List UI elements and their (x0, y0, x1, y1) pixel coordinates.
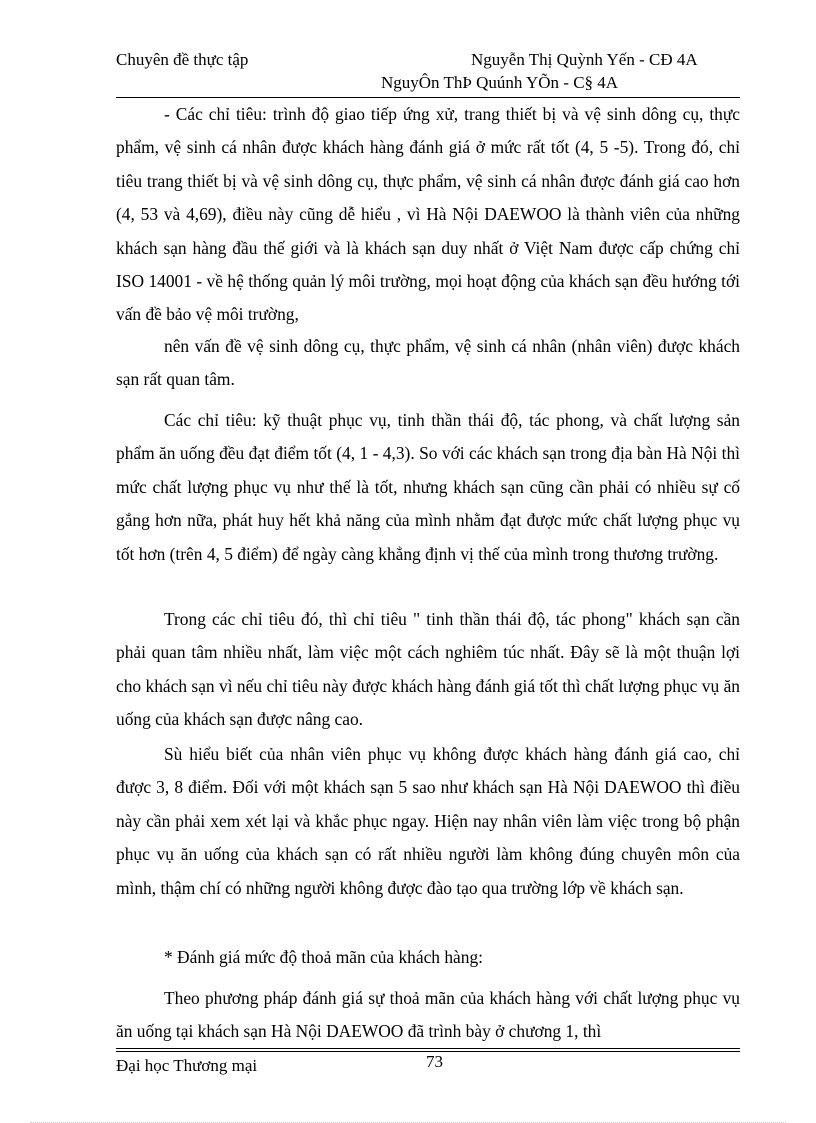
header-author: Nguyễn Thị Quỳnh Yến - CĐ 4A (471, 50, 698, 69)
paragraph-2: nên vấn đề vệ sinh dông cụ, thực phẩm, vệ sinh cá nhân (nhân viên) được khách sạn rất quan tâm. (116, 336, 740, 390)
footer-rule-top (116, 1048, 740, 1049)
page-number: 73 (426, 1052, 443, 1071)
header-author-garbled: NguyÔn ThÞ Quúnh YÕn - C§ 4A (381, 73, 619, 92)
paragraph-7: Theo phương pháp đánh giá sự thoả mãn của khách hàng với chất lượng phục vụ ăn uống tại khách sạn Hà Nội DAEWOO đã trình bày ở chương 1, thì (116, 988, 740, 1042)
paragraph-6: * Đánh giá mức độ thoả mãn của khách hàng: (164, 947, 483, 967)
paragraph-1: - Các chỉ tiêu: trình độ giao tiếp ứng xử, trang thiết bị và vệ sinh dông cụ, thực phẩm, vệ sinh cá nhân được khách hàng đánh giá ở mức rất tốt (4, 5 -5). Trong đó, chỉ tiêu trang thiết bị và vệ sinh dông cụ, thực phẩm, vệ sinh cá nhân được đánh giá cao hơn (4, 53 và 4,69), điều này cũng dễ hiểu , vì Hà Nội DAEWOO là thành viên của những khách sạn hàng đầu thế giới và là khách sạn duy nhất ở Việt Nam được cấp chứng chỉ ISO 14001 - về hệ thống quản lý môi trường, mọi hoạt động của khách sạn đều hướng tới vấn đề bảo vệ môi trường, (116, 104, 740, 325)
paragraph-3: Các chỉ tiêu: kỹ thuật phục vụ, tinh thần thái độ, tác phong, và chất lượng sản phẩm ăn uống đều đạt điểm tốt (4, 1 - 4,3). So với các khách sạn trong địa bàn Hà Nội thì mức chất lượng phục vụ như thế là tốt, nhưng khách sạn cũng cần phải có nhiều sự cố gắng hơn nữa, phát huy hết khả năng của mình nhằm đạt được mức chất lượng phục vụ tốt hơn (trên 4, 5 điểm) để ngày càng khẳng định vị thế của mình trong thương trường. (116, 410, 740, 564)
footer-left: Đại học Thương mại (116, 1056, 258, 1075)
paragraph-4: Trong các chỉ tiêu đó, thì chỉ tiêu " tinh thần thái độ, tác phong" khách sạn cần phải quan tâm nhiều nhất, làm việc một cách nghiêm túc nhất. Đây sẽ là một thuận lợi cho khách sạn vì nếu chỉ tiêu này được khách hàng đánh giá tốt thì chất lượng phục vụ ăn uống của khách sạn được nâng cao. (116, 609, 740, 730)
header-left: Chuyên đề thực tập (116, 50, 249, 69)
paragraph-5: Sù hiểu biết của nhân viên phục vụ không được khách hàng đánh giá cao, chỉ được 3, 8 điểm. Đối với một khách sạn 5 sao như khách sạn Hà Nội DAEWOO thì điều này cần phải xem xét lại và khắc phục ngay. Hiện nay nhân viên làm việc trong bộ phận phục vụ ăn uống của khách sạn có rất nhiều người làm không đúng chuyên môn của mình, thậm chí có những người không được đào tạo qua trường lớp về khách sạn. (116, 744, 740, 898)
